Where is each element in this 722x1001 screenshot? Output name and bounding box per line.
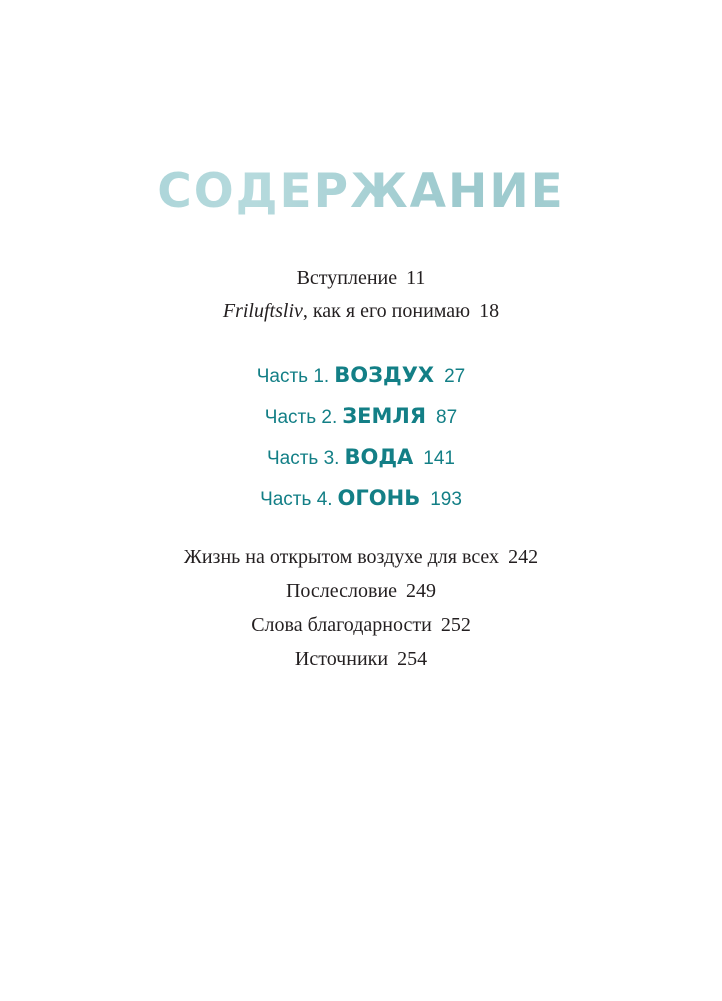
toc-entry-label: Вступление (296, 267, 398, 289)
toc-entry-label: , как я его понимаю (302, 300, 471, 322)
page-title: СОДЕРЖАНИЕ (0, 160, 722, 224)
toc-entry-page: 141 (423, 448, 455, 469)
toc-entry-label: Жизнь на открытом воздухе для всех (183, 546, 500, 568)
part-name: ЗЕМЛЯ (342, 404, 427, 428)
toc-entry-page: 18 (479, 300, 500, 322)
part-name: ОГОНЬ (337, 486, 421, 510)
toc-entry-label: Послесловие (285, 580, 398, 602)
toc-entry-label-italic: Friluftsliv (222, 300, 303, 322)
toc-entry-afterword[interactable] (0, 576, 722, 606)
toc-entry-part-4[interactable] (0, 483, 722, 515)
toc-entry-introduction[interactable] (0, 263, 722, 293)
part-name: ВОЗДУХ (334, 363, 435, 387)
toc-entry-page: 249 (406, 580, 437, 602)
toc-entry-label: Источники (294, 648, 389, 670)
toc-entry-page: 254 (397, 648, 428, 670)
part-name: ВОДА (344, 445, 414, 469)
toc-entry-label: Слова благодарности (251, 614, 432, 636)
toc-entry-sources[interactable] (0, 644, 722, 674)
toc-entry-outdoor-life[interactable] (0, 542, 722, 572)
part-prefix: Часть 2. (264, 407, 338, 428)
toc-entry-page: 27 (444, 366, 466, 387)
part-prefix: Часть 1. (256, 366, 330, 387)
toc-entry-page: 87 (436, 407, 458, 428)
toc-entry-page: 11 (406, 267, 426, 289)
part-prefix: Часть 3. (267, 448, 340, 469)
toc-entry-part-2[interactable] (0, 401, 722, 433)
toc-entry-friluftsliv[interactable] (0, 296, 722, 326)
toc-entry-page: 193 (430, 489, 462, 510)
toc-entry-page: 242 (508, 546, 539, 568)
toc-entry-part-1[interactable] (0, 360, 722, 392)
toc-entry-part-3[interactable] (0, 442, 722, 474)
toc-entry-page: 252 (440, 614, 471, 636)
part-prefix: Часть 4. (260, 489, 333, 510)
toc-entry-acknowledgements[interactable] (0, 610, 722, 640)
